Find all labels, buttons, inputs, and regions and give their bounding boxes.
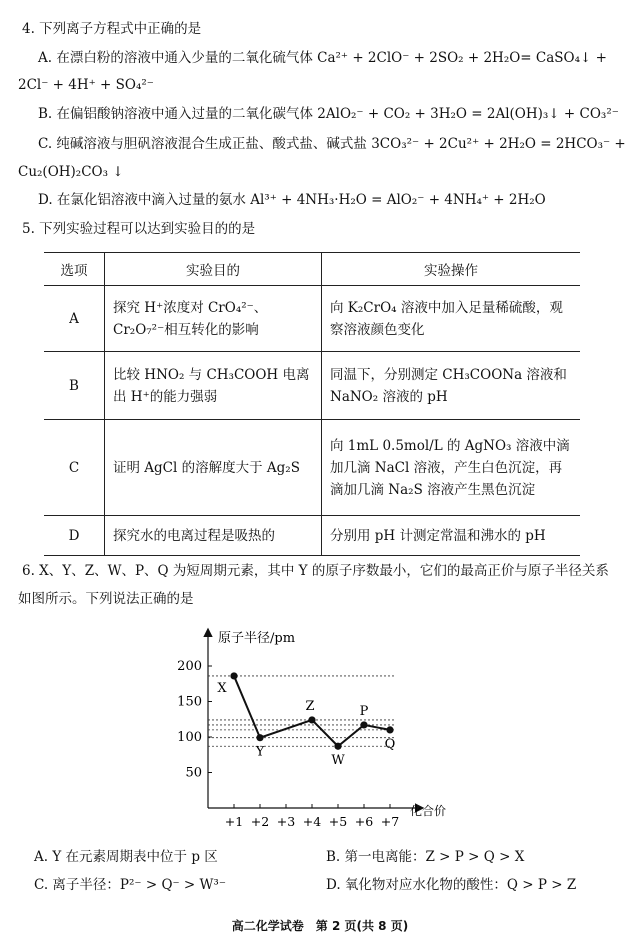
q5-table	[44, 252, 580, 556]
data-point-z	[308, 716, 315, 723]
table-header-operation: 实验操作	[322, 253, 581, 286]
q4-option-b: B. 在偏铝酸钠溶液中通入过量的二氧化碳气体 2AlO₂⁻ + CO₂ + 3H₂O = 2Al(OH)₃↓ + CO₃²⁻	[38, 106, 619, 122]
table-row	[44, 352, 580, 420]
table-header-row	[44, 253, 580, 286]
table-cell-purpose: 探究水的电离过程是吸热的	[105, 516, 322, 556]
x-tick-label: +4	[302, 814, 322, 829]
q4-option-c-line1: C. 纯碱溶液与胆矾溶液混合生成正盐、酸式盐、碱式盐 3CO₃²⁻ + 2Cu²⁺ + 2H₂O = 2HCO₃⁻ +	[38, 136, 626, 152]
y-tick-label: 200	[177, 659, 202, 674]
table-row	[44, 286, 580, 352]
table-header-option: 选项	[44, 253, 105, 286]
table-cell-purpose: 探究 H⁺浓度对 CrO₄²⁻、Cr₂O₇²⁻相互转化的影响	[105, 286, 322, 352]
table-cell-option: B	[44, 352, 105, 420]
table-cell-operation: 分别用 pH 计测定常温和沸水的 pH	[322, 516, 581, 556]
q6-option-c: C. 离子半径：P²⁻ > Q⁻ > W³⁻	[34, 877, 226, 893]
q6-option-d: D. 氧化物对应水化物的酸性：Q > P > Z	[326, 877, 577, 893]
point-label-w: W	[331, 753, 345, 769]
y-axis-label: 原子半径/pm	[218, 631, 296, 646]
y-tick-label: 150	[177, 694, 202, 710]
table-cell-operation: 同温下，分别测定 CH₃COONa 溶液和 NaNO₂ 溶液的 pH	[322, 352, 581, 420]
data-point-q	[386, 726, 393, 733]
q6-stem-line2: 如图所示。下列说法正确的是	[18, 591, 194, 607]
q4-option-c-line2: Cu₂(OH)₂CO₃ ↓	[18, 164, 124, 180]
data-point-p	[360, 721, 367, 728]
table-cell-operation: 向 1mL 0.5mol/L 的 AgNO₃ 溶液中滴加几滴 NaCl 溶液，产生白色沉淀，再滴加几滴 Na₂S 溶液产生黑色沉淀	[322, 420, 581, 516]
data-point-x	[230, 672, 237, 679]
point-label-z: Z	[305, 698, 315, 714]
table-cell-purpose: 比较 HNO₂ 与 CH₃COOH 电离出 H⁺的能力强弱	[105, 352, 322, 420]
x-tick-label: +5	[328, 814, 348, 829]
point-label-y: Y	[255, 744, 265, 760]
point-label-p: P	[359, 703, 369, 719]
q6-option-a: A. Y 在元素周期表中位于 p 区	[34, 849, 218, 865]
table-row	[44, 516, 580, 556]
table-cell-option: D	[44, 516, 105, 556]
data-point-w	[334, 743, 341, 750]
x-tick-label: +3	[276, 814, 296, 829]
data-point-y	[256, 734, 263, 741]
q4-option-d: D. 在氯化铝溶液中滴入过量的氨水 Al³⁺ + 4NH₃·H₂O = AlO₂⁻ + 4NH₄⁺ + 2H₂O	[38, 192, 546, 208]
q6-stem-line1: 6. X、Y、Z、W、P、Q 为短周期元素，其中 Y 的原子序数最小，它们的最高正价与原子半径关系	[22, 563, 609, 579]
table-cell-option: C	[44, 420, 105, 516]
q4-option-a-line1: A. 在漂白粉的溶液中通入少量的二氧化硫气体 Ca²⁺ + 2ClO⁻ + 2SO₂ + 2H₂O= CaSO₄↓ +	[38, 50, 607, 66]
table-cell-purpose: 证明 AgCl 的溶解度大于 Ag₂S	[105, 420, 322, 516]
y-tick-label: 50	[185, 765, 202, 781]
page-footer: 高二化学试卷 第 2 页(共 8 页)	[231, 919, 409, 933]
table-cell-option: A	[44, 286, 105, 352]
table-cell-operation: 向 K₂CrO₄ 溶液中加入足量稀硫酸，观察溶液颜色变化	[322, 286, 581, 352]
q4-stem: 4. 下列离子方程式中正确的是	[22, 21, 202, 37]
table-header-purpose: 实验目的	[105, 253, 322, 286]
x-axis-label: 化合价	[410, 804, 447, 818]
table-row	[44, 420, 580, 516]
x-tick-label: +1	[224, 814, 244, 829]
q5-stem: 5. 下列实验过程可以达到实验目的的是	[22, 221, 256, 237]
q6-option-b: B. 第一电离能：Z > P > Q > X	[326, 849, 525, 865]
q4-option-a-line2: 2Cl⁻ + 4H⁺ + SO₄²⁻	[18, 77, 154, 93]
point-label-x: X	[217, 680, 227, 696]
radius-valence-chart	[170, 622, 470, 842]
point-label-q: Q	[384, 736, 396, 752]
x-tick-label: +6	[354, 814, 374, 829]
x-tick-label: +2	[250, 814, 270, 829]
x-tick-label: +7	[380, 814, 400, 829]
y-tick-label: 100	[177, 730, 202, 745]
